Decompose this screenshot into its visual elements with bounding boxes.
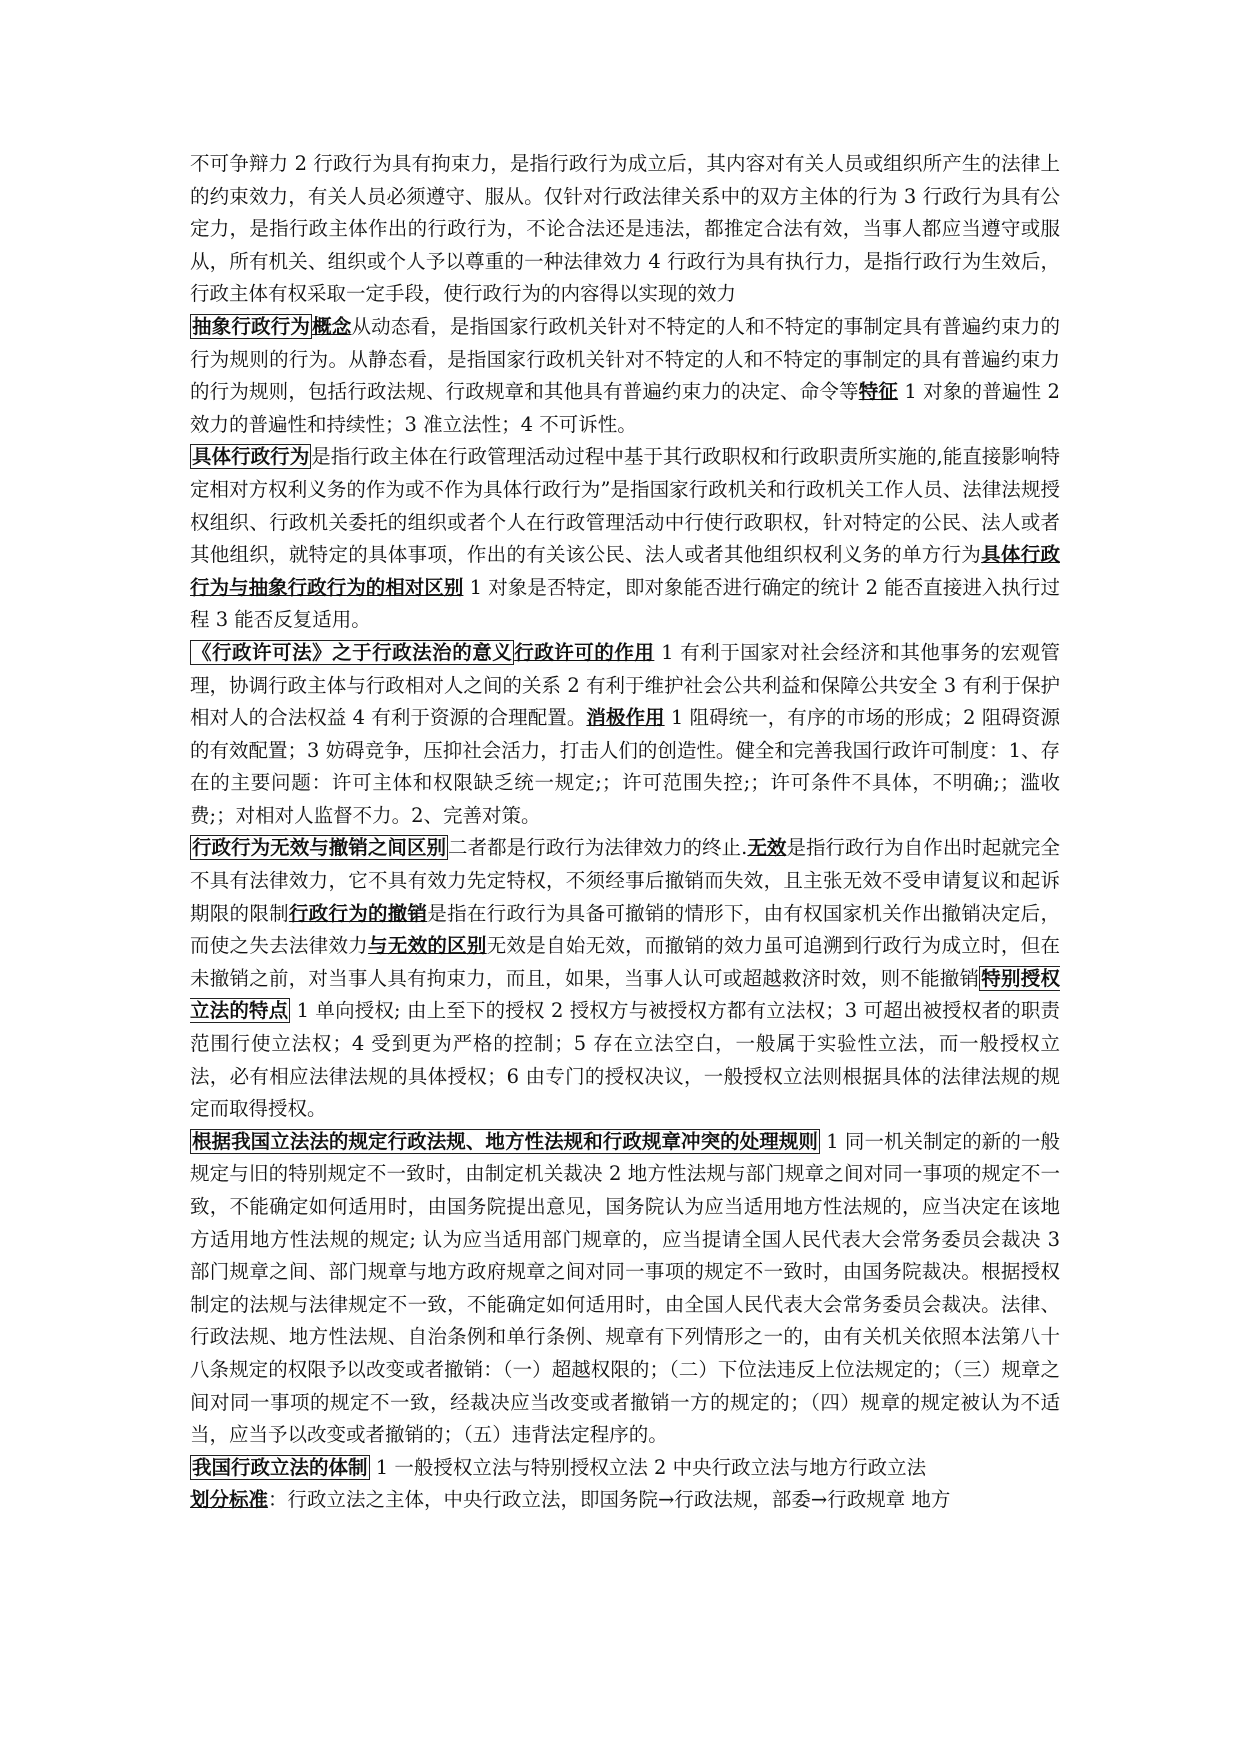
underlined-term: 消极作用: [586, 706, 665, 730]
boxed-heading: 我国行政立法的体制: [192, 1455, 368, 1479]
body-text: 1 对象的普遍性 2 效力的普遍性和持续性；3 准立法性；4 不可诉性。: [190, 380, 1060, 436]
paragraph: [190, 637, 1060, 833]
body-text: 1 一般授权立法与特别授权立法 2 中央行政立法与地方行政立法: [369, 1455, 927, 1479]
boxed-heading: 特别授权立法的特点: [190, 966, 1060, 1023]
underlined-term: 概念: [312, 314, 352, 338]
body-text: 1 阻碍统一，有序的市场的形成；2 阻碍资源的有效配置；3 妨碍竞争，压抑社会活力，打击人们的创造性。健全和完善我国行政许可制度：1、存在的主要问题：许可主体和权限缺乏统一规定;；许可范围失控;；许可条件不具体，不明确;；滥收费;；对相对人监督不力。2、完善对策。: [190, 706, 1060, 827]
paragraph: [190, 1126, 1060, 1452]
boxed-heading: 具体行政行为: [192, 445, 310, 469]
body-text: 1 有利于国家对社会经济和其他事务的宏观管理，协调行政主体与行政相对人之间的关系 2 有利于维护社会公共利益和保障公共安全 3 有利于保护相对人的合法权益 4 有利于资源的合理配置。: [190, 640, 1060, 730]
body-text: 无效是自始无效，而撤销的效力虽可追溯到行政行为成立时，但在未撤销之前，对当事人具有拘束力，而且，如果，当事人认可或超越救济时效，则不能撤销: [190, 934, 1060, 990]
body-text: 从动态看，是指国家行政机关针对不特定的人和不特定的事制定具有普遍约束力的行为规则的行为。从静态看，是指国家行政机关针对不特定的人和不特定的事制定的具有普遍约束力的行为规则，包括行政法规、行政规章和其他具有普遍约束力的决定、命令等: [190, 314, 1060, 404]
body-text: 二者都是行政行为法律效力的终止.: [448, 836, 748, 860]
body-text: 是指行政主体在行政管理活动过程中基于其行政职权和行政职责所实施的,能直接影响特定相对方权利义务的作为或不作为具体行政行为”是指国家行政机关和行政机关工作人员、法律法规授权组织、行政机关委托的组织或者个人在行政管理活动中行使行政职权，针对特定的公民、法人或者其他组织，就特定的具体事项，作出的有关该公民、法人或者其他组织权利义务的单方行为: [190, 445, 1060, 567]
boxed-heading: 《行政许可法》之于行政法治的意义: [192, 640, 513, 664]
underlined-term: 划分标准: [190, 1488, 269, 1512]
underlined-term: 行政许可的作用: [514, 640, 655, 664]
paragraph: [190, 1452, 1060, 1485]
underlined-term: 具体行政行为与抽象行政行为的相对区别: [190, 543, 1060, 599]
boxed-heading: 根据我国立法法的规定行政法规、地方性法规和行政规章冲突的处理规则: [192, 1129, 818, 1153]
document-body: [190, 148, 1060, 1517]
paragraph: [190, 311, 1060, 441]
boxed-heading: 行政行为无效与撤销之间区别: [192, 836, 447, 860]
paragraph: [190, 1484, 1060, 1517]
paragraph: [190, 441, 1060, 637]
underlined-term: 行政行为的撤销: [288, 901, 428, 925]
paragraph: [190, 148, 1060, 311]
body-text: 是指在行政行为具备可撤销的情形下，由有权国家机关作出撤销决定后，而使之失去法律效力: [190, 901, 1060, 958]
underlined-term: 无效: [747, 836, 787, 860]
body-text: 不可争辩力 2 行政行为具有拘束力，是指行政行为成立后，其内容对有关人员或组织所产生的法律上的约束效力，有关人员必须遵守、服从。仅针对行政法律关系中的双方主体的行为 3 行政行为具有公定力，是指行政主体作出的行政行为，不论合法还是违法，都推定合法有效，当事人都应当遵守或服从，所有机关、组织或个人予以尊重的一种法律效力 4 行政行为具有执行力，是指行政行为生效后，行政主体有权采取一定手段，使行政行为的内容得以实现的效力: [190, 152, 1060, 306]
boxed-heading: 抽象行政行为: [192, 314, 311, 338]
underlined-term: 与无效的区别: [368, 934, 487, 958]
paragraph: [190, 832, 1060, 1125]
underlined-term: 特征: [858, 380, 899, 404]
body-text: 1 对象是否特定，即对象能否进行确定的统计 2 能否直接进入执行过程 3 能否反复适用。: [190, 575, 1060, 632]
body-text: 1 单向授权; 由上至下的授权 2 授权方与被授权方都有立法权；3 可超出被授权者的职责范围行使立法权；4 受到更为严格的控制；5 存在立法空白，一般属于实验性立法，而一般授权立法，必有相应法律法规的具体授权；6 由专门的授权决议，一般授权立法则根据具体的法律法规的规定而取得授权。: [190, 999, 1060, 1121]
body-text: 是指行政行为自作出时起就完全不具有法律效力，它不具有效力先定特权，不须经事后撤销而失效，且主张无效不受申请复议和起诉期限的限制: [190, 836, 1060, 925]
body-text: ：行政立法之主体，中央行政立法，即国务院→行政法规，部委→行政规章 地方: [268, 1488, 951, 1512]
body-text: 1 同一机关制定的新的一般规定与旧的特别规定不一致时，由制定机关裁决 2 地方性法规与部门规章之间对同一事项的规定不一致，不能确定如何适用时，由国务院提出意见，国务院认为应当适用地方性法规的，应当决定在该地方适用地方性法规的规定; 认为应当适用部门规章的，应当提请全国人民代表大会常务委员会裁决 3 部门规章之间、部门规章与地方政府规章之间对同一事项的规定不一致时，由国务院裁决。根据授权制定的法规与法律规定不一致，不能确定如何适用时，由全国人民代表大会常务委员会裁决。法律、行政法规、地方性法规、自治条例和单行条例、规章有下列情形之一的，由有关机关依照本法第八十八条规定的权限予以改变或者撤销：（一）超越权限的；（二）下位法违反上位法规定的；（三）规章之间对同一事项的规定不一致，经裁决应当改变或者撤销一方的规定的；（四）规章的规定被认为不适当，应当予以改变或者撤销的；（五）违背法定程序的。: [190, 1129, 1060, 1447]
